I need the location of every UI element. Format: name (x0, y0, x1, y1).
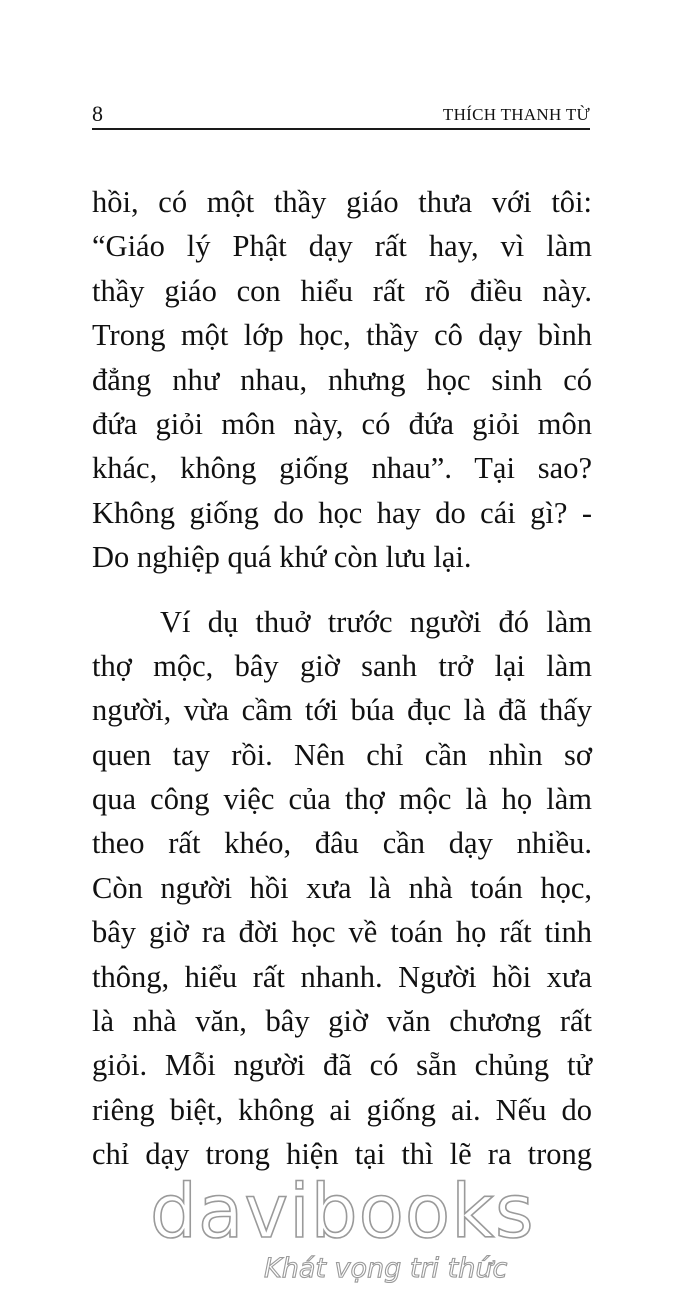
text-line: chỉ dạy trong hiện tại thì lẽ ra trong (92, 1137, 592, 1172)
page-header (92, 100, 590, 130)
text-line: quen tay rồi. Nên chỉ cần nhìn sơ (92, 737, 592, 772)
text-line: người, vừa cầm tới búa đục là đã thấy (92, 693, 592, 728)
text-line: theo rất khéo, đâu cần dạy nhiều. (92, 826, 592, 861)
text-line: qua công việc của thợ mộc là họ làm (92, 782, 592, 817)
text-line: đứa giỏi môn này, có đứa giỏi môn (92, 406, 592, 441)
text-line-indented: Ví dụ thuở trước người đó làm (160, 604, 592, 639)
text-line: đẳng như nhau, nhưng học sinh có (92, 362, 592, 397)
text-line: thầy giáo con hiểu rất rõ điều này. (92, 273, 592, 308)
text-line: bây giờ ra đời học về toán họ rất tinh (92, 915, 592, 950)
text-line: giỏi. Mỗi người đã có sẵn chủng tử (92, 1048, 592, 1083)
text-line: Không giống do học hay do cái gì? - (92, 495, 592, 530)
text-line: là nhà văn, bây giờ văn chương rất (92, 1004, 592, 1039)
running-title: THÍCH THANH TỪ (442, 105, 590, 124)
text-line: Còn người hồi xưa là nhà toán học, (92, 870, 592, 905)
text-line: Trong một lớp học, thầy cô dạy bình (92, 318, 592, 353)
text-line: hồi, có một thầy giáo thưa với tôi: (92, 185, 592, 219)
text-line: khác, không giống nhau”. Tại sao? (92, 451, 592, 486)
watermark (0, 1170, 700, 1302)
watermark-brand: davibooks (150, 1169, 535, 1255)
paragraph-1 (92, 180, 592, 580)
text-line: “Giáo lý Phật dạy rất hay, vì làm (92, 229, 592, 264)
watermark-tagline: Khát vọng tri thức (264, 1253, 508, 1284)
page-number: 8 (92, 101, 103, 126)
text-line: thợ mộc, bây giờ sanh trở lại làm (92, 648, 592, 683)
body-text (92, 180, 592, 1177)
paragraph-2 (92, 600, 592, 1177)
text-line: thông, hiểu rất nhanh. Người hồi xưa (92, 959, 592, 994)
text-line: riêng biệt, không ai giống ai. Nếu do (92, 1092, 592, 1127)
text-line: Do nghiệp quá khứ còn lưu lại. (92, 540, 472, 575)
paragraph-spacer (92, 580, 592, 600)
